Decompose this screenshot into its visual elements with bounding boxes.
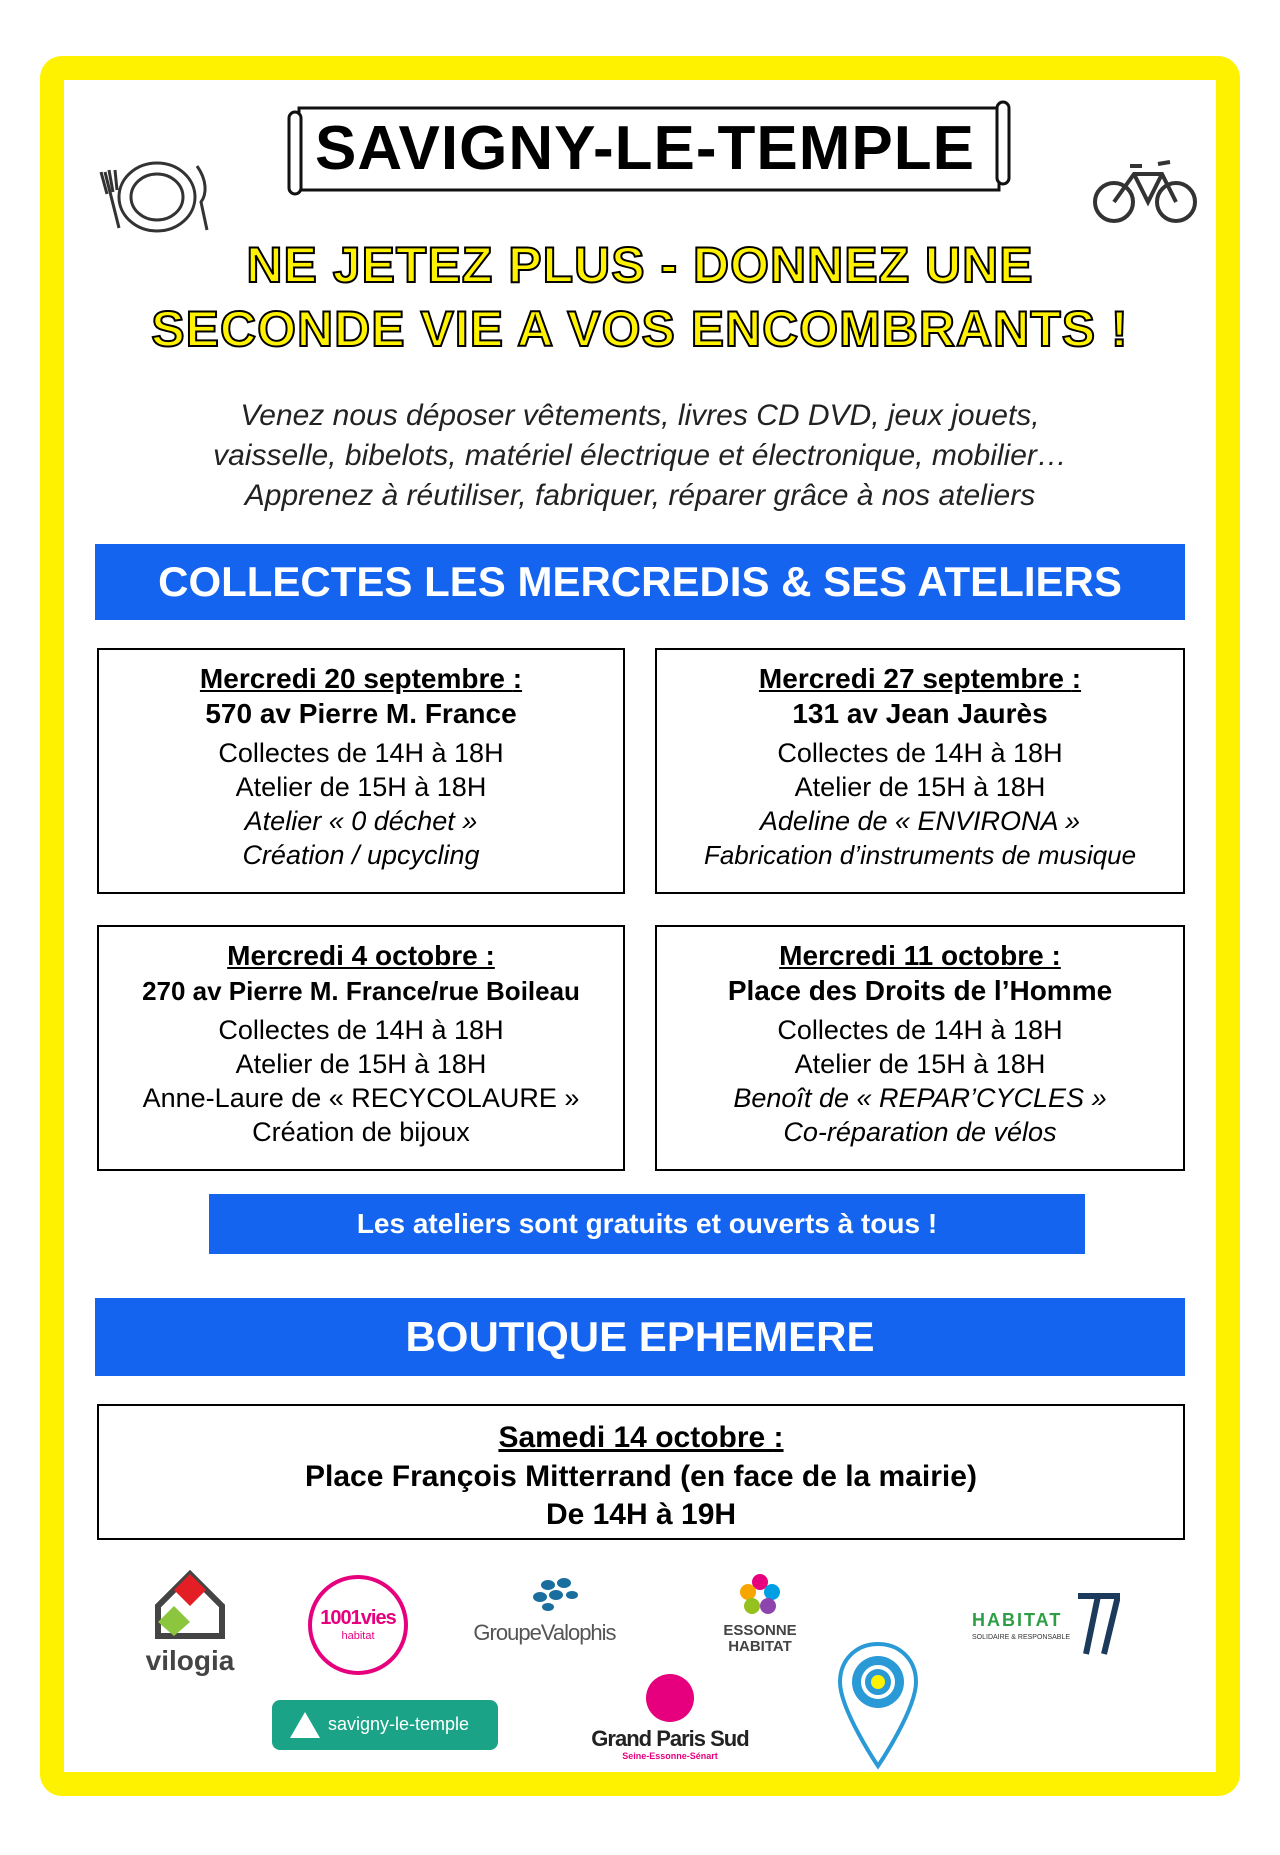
- intro-line: Apprenez à réutiliser, fabriquer, réparer grâce à nos ateliers: [244, 479, 1036, 512]
- intro-line: Venez nous déposer vêtements, livres CD DVD, jeux jouets,: [240, 399, 1040, 432]
- event-extra: Fabrication d’instruments de musique: [703, 840, 1137, 870]
- event-extra: Atelier « 0 déchet »: [244, 806, 478, 836]
- section-collectes-banner: COLLECTES LES MERCREDIS & SES ATELIERS: [95, 544, 1185, 620]
- seven-seven-icon: [1076, 1592, 1120, 1658]
- savigny-le-temple-logo: savigny-le-temple: [272, 1700, 498, 1750]
- event-date: Mercredi 27 septembre :: [758, 663, 1082, 694]
- event-date: Mercredi 20 septembre :: [199, 663, 523, 694]
- boutique-card: [97, 1404, 1185, 1540]
- bicycle-icon: [1090, 150, 1200, 230]
- event-collectes: Collectes de 14H à 18H: [218, 1015, 504, 1045]
- vilogia-logo: vilogia: [130, 1570, 250, 1680]
- boutique-date: Samedi 14 octobre :: [498, 1421, 784, 1454]
- event-atelier: Atelier de 15H à 18H: [794, 772, 1046, 802]
- essonne-habitat-logo: ESSONNE HABITAT: [710, 1570, 810, 1675]
- event-collectes: Collectes de 14H à 18H: [777, 1015, 1063, 1045]
- intro-text: [90, 396, 1190, 516]
- event-place: 570 av Pierre M. France: [205, 698, 517, 729]
- event-collectes: Collectes de 14H à 18H: [777, 738, 1063, 768]
- event-date: Mercredi 4 octobre :: [227, 940, 495, 971]
- plate-cutlery-icon: [95, 150, 215, 240]
- 1001vies-logo: 1001vies habitat: [308, 1575, 408, 1675]
- event-card: [97, 925, 625, 1171]
- flower-icon: [730, 1570, 790, 1618]
- boutique-hours: De 14H à 19H: [545, 1498, 737, 1531]
- savigny-mark-icon: [288, 1710, 322, 1740]
- page-title: SAVIGNY-LE-TEMPLE: [314, 114, 975, 183]
- event-place: Place des Droits de l’Homme: [727, 975, 1113, 1006]
- event-extra: Anne-Laure de « RECYCOLAURE »: [142, 1083, 580, 1113]
- habitat77-logo: HABITAT SOLIDAIRE & RESPONSABLE: [972, 1592, 1122, 1662]
- event-place: 131 av Jean Jaurès: [792, 698, 1048, 729]
- event-extra: Création de bijoux: [252, 1117, 470, 1147]
- event-card: [97, 648, 625, 894]
- map-pin-logo: [836, 1640, 920, 1770]
- boutique-place: Place François Mitterrand (en face de la mairie): [305, 1460, 977, 1493]
- valophis-logo: GroupeValophis: [462, 1575, 627, 1655]
- event-atelier: Atelier de 15H à 18H: [235, 772, 487, 802]
- event-place: 270 av Pierre M. France/rue Boileau: [142, 976, 580, 1006]
- event-atelier: Atelier de 15H à 18H: [794, 1049, 1046, 1079]
- event-card: [655, 925, 1185, 1171]
- valophis-dots-icon: [462, 1575, 627, 1615]
- event-atelier: Atelier de 15H à 18H: [235, 1049, 487, 1079]
- event-extra: Adeline de « ENVIRONA »: [759, 806, 1081, 836]
- vilogia-house-icon: [130, 1570, 250, 1640]
- event-extra: Co-réparation de vélos: [783, 1117, 1057, 1147]
- gps-circle-icon: [640, 1672, 700, 1722]
- event-collectes: Collectes de 14H à 18H: [218, 738, 504, 768]
- free-note-banner: Les ateliers sont gratuits et ouverts à tous !: [209, 1194, 1085, 1254]
- event-card: [655, 648, 1185, 894]
- section-boutique-banner: BOUTIQUE EPHEMERE: [95, 1298, 1185, 1376]
- headline-line-1: NE JETEZ PLUS - DONNEZ UNE: [246, 237, 1034, 293]
- event-extra: Benoît de « REPAR’CYCLES »: [733, 1083, 1107, 1113]
- event-date: Mercredi 11 octobre :: [779, 940, 1061, 971]
- event-extra: Création / upcycling: [242, 840, 480, 870]
- headline-line-2: SECONDE VIE A VOS ENCOMBRANTS !: [151, 301, 1129, 357]
- intro-line: vaisselle, bibelots, matériel électrique et électronique, mobilier…: [213, 439, 1067, 472]
- grand-paris-sud-logo: Grand Paris Sud Seine-Essonne-Sénart: [570, 1672, 770, 1772]
